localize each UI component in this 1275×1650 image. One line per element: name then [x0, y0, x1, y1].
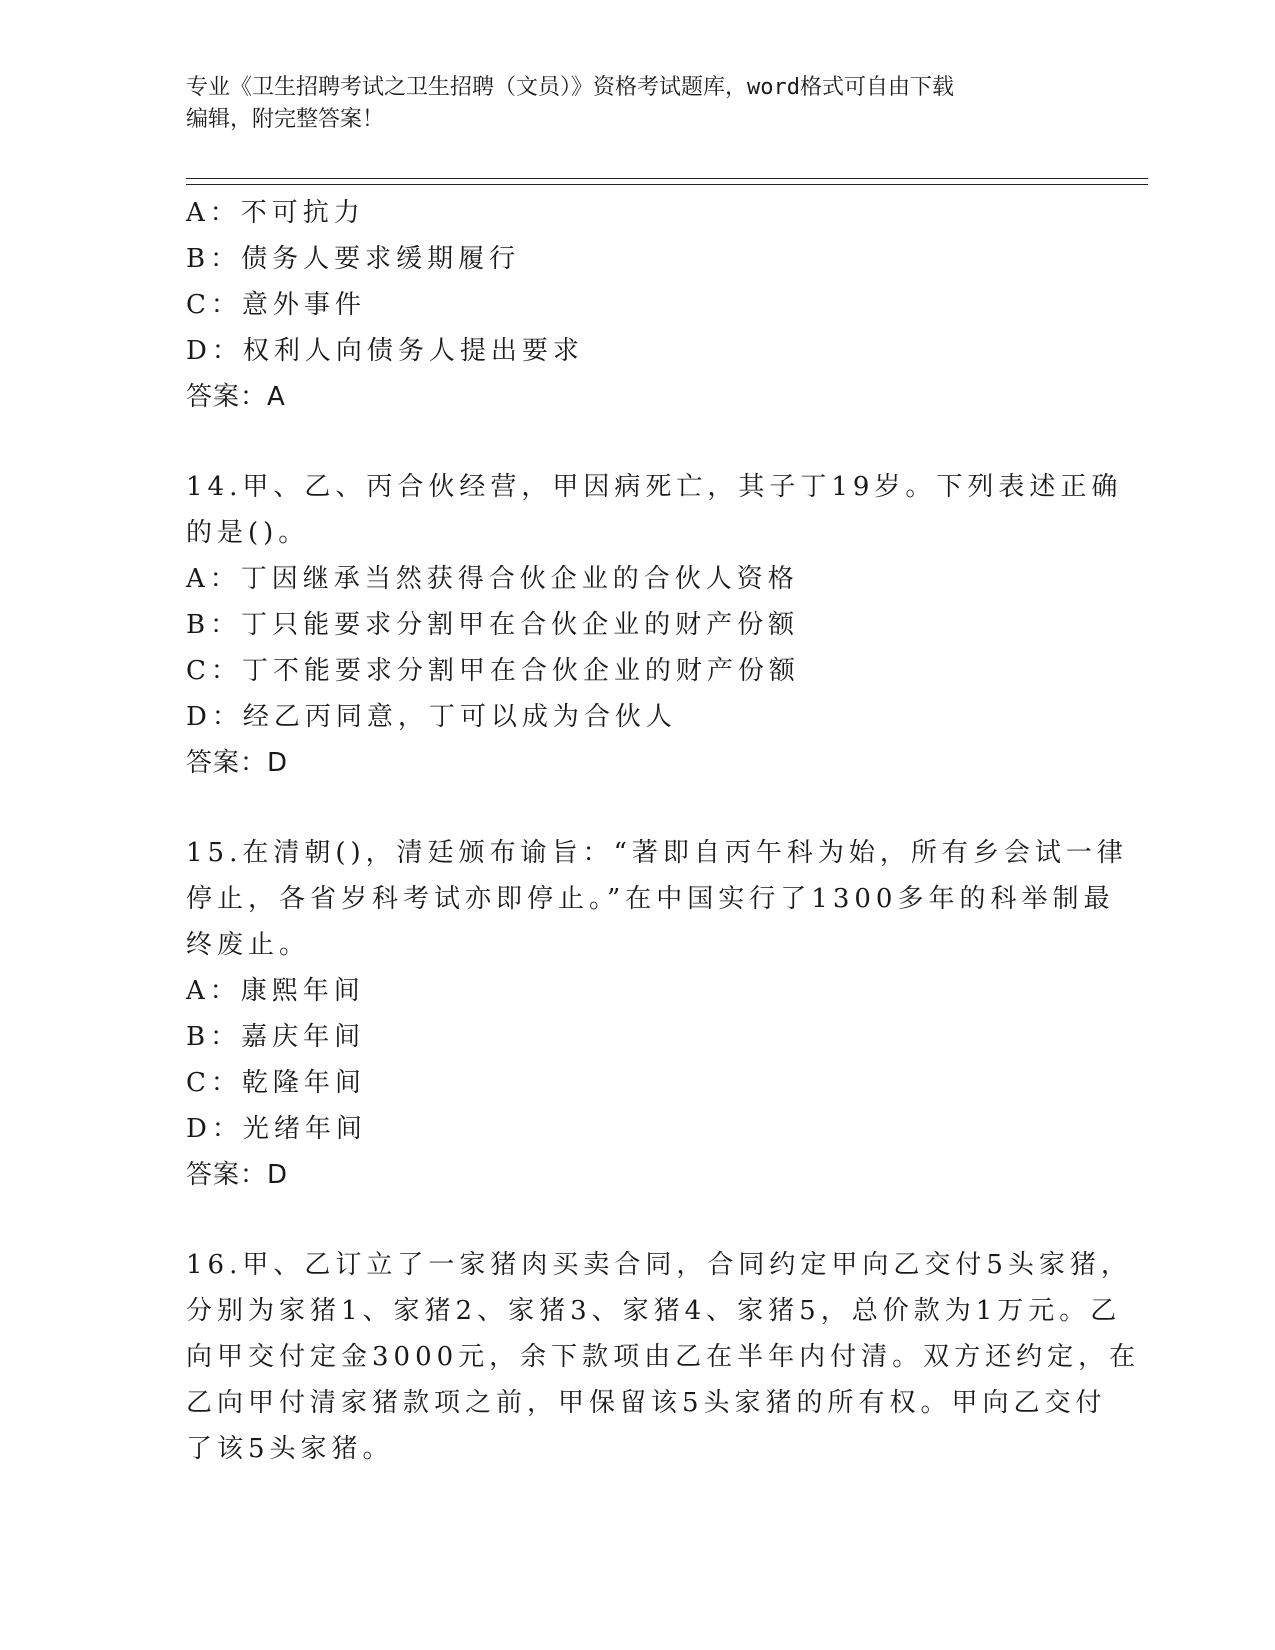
- answer: 答案：A: [186, 382, 286, 412]
- header-line-1: 专业《卫生招聘考试之卫生招聘（文员）》资格考试题库，word格式可自由下载: [186, 75, 954, 100]
- question-stem-line: 16.甲、乙订立了一家猪肉买卖合同，合同约定甲向乙交付5头家猪，: [186, 1250, 1132, 1280]
- question-stem-line: 停止，各省岁科考试亦即停止。”在中国实行了1300多年的科举制最: [186, 884, 1115, 914]
- option-b: B：丁只能要求分割甲在合伙企业的财产份额: [186, 610, 800, 640]
- answer: 答案：D: [186, 1160, 289, 1190]
- option-c: C：丁不能要求分割甲在合伙企业的财产份额: [186, 656, 800, 686]
- option-b: B：债务人要求缓期履行: [186, 244, 521, 274]
- option-d: D：权利人向债务人提出要求: [186, 336, 584, 366]
- spacer: [186, 786, 1086, 830]
- header-divider-top: [186, 178, 1148, 179]
- option-b: B：嘉庆年间: [186, 1022, 366, 1052]
- question-stem-line: 向甲交付定金3000元，余下款项由乙在半年内付清。双方还约定，在: [186, 1342, 1141, 1372]
- option-c: C：意外事件: [186, 290, 366, 320]
- question-stem-line: 分别为家猪1、家猪2、家猪3、家猪4、家猪5，总价款为1万元。乙: [186, 1296, 1122, 1326]
- option-a: A：不可抗力: [186, 198, 365, 228]
- document-header: [186, 72, 1066, 136]
- question-stem-line: 终废止。: [186, 930, 311, 960]
- question-stem-line: 15.在清朝()，清廷颁布谕旨：“著即自丙午科为始，所有乡会试一律: [186, 838, 1128, 868]
- header-line-2: 编辑，附完整答案！: [186, 107, 385, 132]
- spacer: [186, 1198, 1086, 1242]
- answer: 答案：D: [186, 748, 289, 778]
- question-14: [186, 464, 1123, 786]
- question-stem-line: 的是()。: [186, 518, 310, 548]
- question-stem-line: 乙向甲付清家猪款项之前，甲保留该5头家猪的所有权。甲向乙交付: [186, 1388, 1107, 1418]
- question-16: [186, 1242, 1141, 1472]
- question-15: [186, 830, 1128, 1198]
- header-divider-bottom: [186, 184, 1148, 185]
- question-stem-line: 了该5头家猪。: [186, 1434, 394, 1464]
- option-d: D：光绪年间: [186, 1114, 367, 1144]
- question-list: [186, 190, 1141, 1472]
- option-a: A：丁因继承当然获得合伙企业的合伙人资格: [186, 564, 799, 594]
- option-d: D：经乙丙同意，丁可以成为合伙人: [186, 702, 677, 732]
- option-a: A：康熙年间: [186, 976, 365, 1006]
- option-c: C：乾隆年间: [186, 1068, 366, 1098]
- question-stem-line: 14.甲、乙、丙合伙经营，甲因病死亡，其子丁19岁。下列表述正确: [186, 472, 1123, 502]
- spacer: [186, 420, 1086, 464]
- question-13: [186, 190, 1086, 420]
